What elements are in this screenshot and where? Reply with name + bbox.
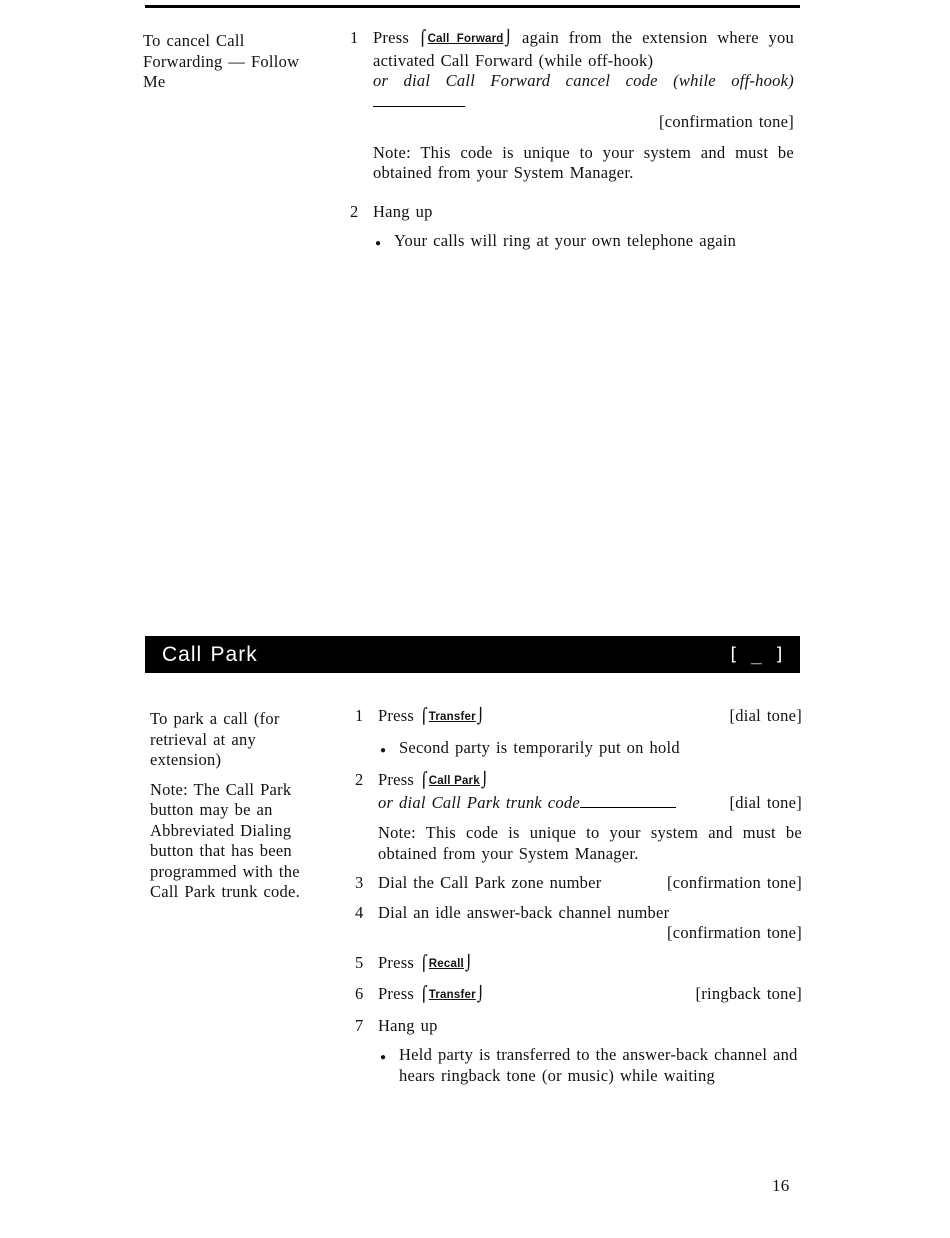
key-bracket-left: ⌠ <box>418 29 427 47</box>
bullet-icon: ● <box>375 238 382 249</box>
key-bracket-left: ⌠ <box>419 985 428 1003</box>
system-note: Note: This code is unique to your system and must be obtained from your System Manager. <box>378 823 802 863</box>
step-body <box>373 28 794 193</box>
system-note: Note: This code is unique to your system and must be obtained from your System Manager. <box>373 142 794 182</box>
key-bracket-right: ⌡ <box>476 985 485 1003</box>
key-bracket-right: ⌡ <box>476 707 485 725</box>
step-body <box>378 1016 802 1037</box>
step-number: 1 <box>350 28 359 47</box>
key-bracket-left: ⌠ <box>419 771 428 789</box>
bullet-item <box>375 231 794 255</box>
step-2 <box>350 202 794 223</box>
step-3 <box>355 873 802 894</box>
step-body <box>378 953 802 976</box>
section-header-call-park <box>145 636 800 673</box>
call-forward-key: ⌠Call Forward⌡ <box>418 29 513 47</box>
step-text: Press ⌠Transfer⌡ <box>378 706 485 725</box>
step-number: 7 <box>355 1015 364 1035</box>
step-number: 3 <box>355 873 364 892</box>
sidebar-cancel-call-forwarding <box>143 31 325 93</box>
step-5 <box>355 953 802 976</box>
section-title: Call Park <box>162 642 258 666</box>
step-number: 1 <box>355 706 364 725</box>
steps-cancel-call-forwarding <box>350 28 794 264</box>
call-park-key: ⌠Call Park⌡ <box>419 771 489 789</box>
step-body <box>373 202 794 223</box>
step-text: Press ⌠Recall⌡ <box>378 952 473 972</box>
step-text: Hang up <box>373 201 433 221</box>
alt-dial-line <box>378 793 802 814</box>
bullet-icon: ● <box>380 1052 387 1063</box>
tone-label: [dial tone] <box>729 706 802 725</box>
code-blank-line <box>373 104 465 107</box>
code-blank-line <box>580 805 676 808</box>
sidebar-call-park <box>150 709 332 903</box>
sidebar-note: Note: The Call Park button may be an Abbreviated Dialing button that has been programmed with the Call Park trunk code. <box>150 779 300 901</box>
bullet-item <box>380 738 802 762</box>
key-bracket-left: ⌠ <box>419 953 428 972</box>
tone-label: [dial tone] <box>729 792 802 812</box>
transfer-key: ⌠Transfer⌡ <box>419 985 485 1003</box>
step-7 <box>355 1016 802 1037</box>
step-body <box>378 873 802 894</box>
step-number: 4 <box>355 902 364 922</box>
step-text: Hang up <box>378 1015 438 1035</box>
sidebar-title: To park a call (for retrieval at any extension) <box>150 709 280 769</box>
bullet-text: Your calls will ring at your own telephone again <box>394 231 737 250</box>
bullet-item <box>380 1045 802 1086</box>
key-bracket-right: ⌡ <box>504 29 513 47</box>
sidebar-title: To cancel Call Forwarding — Follow Me <box>143 31 300 91</box>
step-text: Press ⌠Call Forward⌡ again from the extension where you activated Call Forward (while off-hook) or dial Call Forward cancel code (while off-hook) <box>373 28 794 112</box>
step-body <box>378 770 802 864</box>
tone-label: [confirmation tone] <box>667 923 802 942</box>
step-number: 6 <box>355 984 364 1003</box>
bullet-text: Second party is temporarily put on hold <box>399 737 680 757</box>
top-rule <box>145 5 800 8</box>
recall-key: ⌠Recall⌡ <box>419 953 473 972</box>
page-number: 16 <box>772 1176 790 1195</box>
key-bracket-right: ⌡ <box>480 771 489 789</box>
step-number: 2 <box>355 770 364 789</box>
step-text: Press ⌠Call Park⌡ <box>378 770 489 789</box>
transfer-key: ⌠Transfer⌡ <box>419 707 485 725</box>
key-bracket-right: ⌡ <box>464 953 473 972</box>
step-number: 2 <box>350 201 359 221</box>
key-bracket-left: ⌠ <box>419 707 428 725</box>
tone-label: [confirmation tone] <box>659 112 794 131</box>
step-body <box>378 706 802 729</box>
step-1 <box>355 706 802 729</box>
step-4 <box>355 903 802 944</box>
step-number: 5 <box>355 952 364 972</box>
tone-label: [confirmation tone] <box>667 873 802 892</box>
step-2 <box>355 770 802 864</box>
tone-label: [ringback tone] <box>695 984 802 1003</box>
step-text: Dial an idle answer-back channel number <box>378 902 670 922</box>
step-text: Dial the Call Park zone number <box>378 873 602 892</box>
bullet-text: Held party is transferred to the answer-back channel and hears ringback tone (or music) while waiting <box>399 1045 798 1085</box>
step-1 <box>350 28 794 193</box>
steps-call-park <box>355 706 802 1095</box>
alt-dial-instruction: or dial Call Park trunk code <box>378 793 676 814</box>
bullet-icon: ● <box>380 744 387 756</box>
step-body <box>378 984 802 1007</box>
step-6 <box>355 984 802 1007</box>
step-text: Press ⌠Transfer⌡ <box>378 984 485 1003</box>
step-body <box>378 903 802 944</box>
section-key-placeholder: [ _ ] <box>727 644 785 665</box>
alt-dial-instruction: or dial Call Forward cancel code (while off-hook) <box>373 71 794 90</box>
